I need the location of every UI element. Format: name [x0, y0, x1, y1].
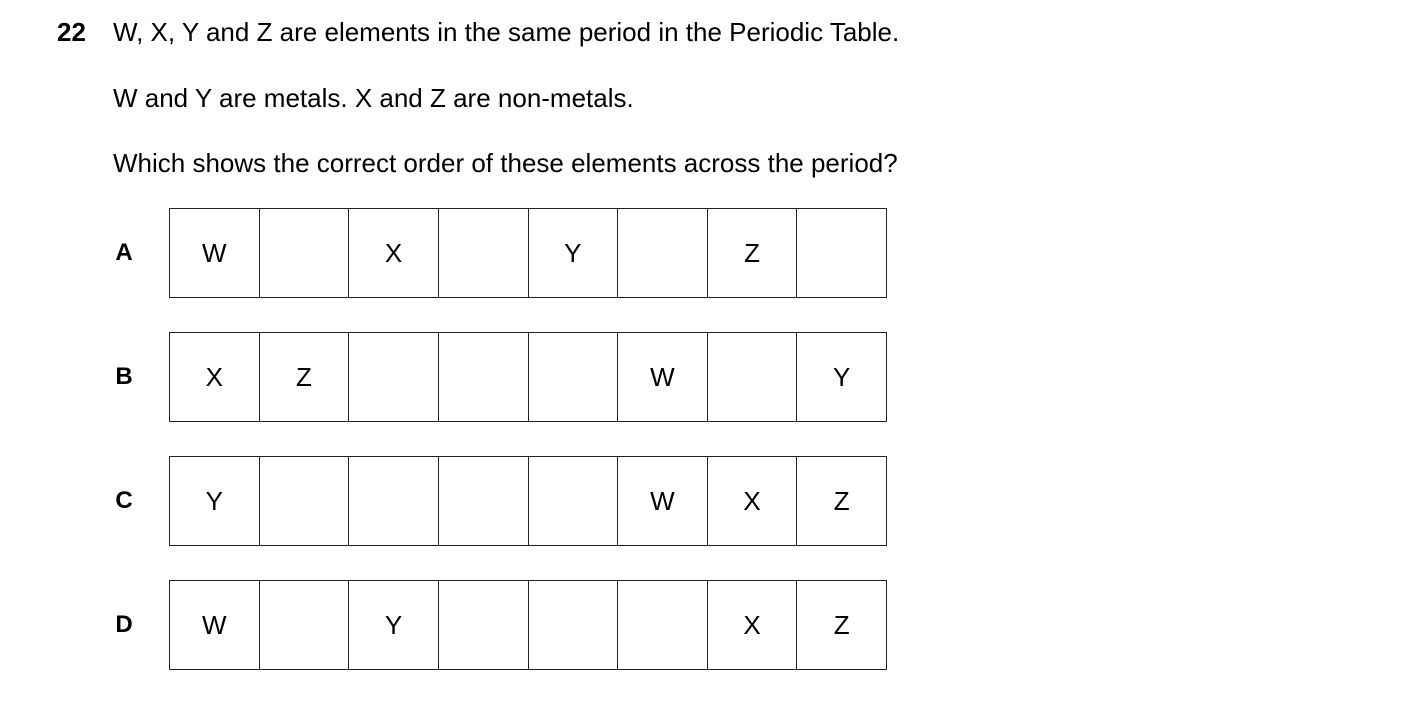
element-cell: W	[617, 333, 707, 421]
element-cell	[438, 209, 528, 297]
question-number: 22	[57, 17, 86, 47]
element-cell	[617, 581, 707, 669]
element-cell: W	[202, 238, 227, 268]
element-cell	[438, 581, 528, 669]
element-cell: X	[205, 362, 223, 392]
option-letter: D	[115, 611, 133, 638]
element-cell	[528, 457, 618, 545]
element-cell	[259, 581, 349, 669]
option-letter: B	[115, 363, 133, 390]
question-prompt: Which shows the correct order of these elements across the period?	[113, 148, 898, 178]
element-cell	[259, 209, 349, 297]
element-cell	[796, 209, 886, 297]
element-cell	[438, 457, 528, 545]
element-cell: Z	[796, 581, 886, 669]
element-cell: Z	[259, 333, 349, 421]
element-cell: Y	[205, 486, 223, 516]
option-b[interactable]	[0, 332, 900, 422]
element-cell: Y	[796, 333, 886, 421]
element-cell	[438, 333, 528, 421]
element-row	[169, 208, 887, 298]
element-cell: W	[202, 610, 227, 640]
element-cell	[528, 581, 618, 669]
element-row	[169, 332, 887, 422]
element-cell: X	[348, 209, 438, 297]
element-cell: Z	[707, 209, 797, 297]
option-d[interactable]	[0, 580, 900, 670]
element-cell	[348, 333, 438, 421]
element-cell: X	[707, 581, 797, 669]
option-letter: A	[115, 239, 133, 266]
element-cell	[259, 457, 349, 545]
question-stem: W, X, Y and Z are elements in the same period in the Periodic Table.	[113, 17, 900, 47]
element-cell	[617, 209, 707, 297]
element-cell: Z	[796, 457, 886, 545]
element-row	[169, 456, 887, 546]
option-letter: C	[115, 487, 133, 514]
element-cell: W	[617, 457, 707, 545]
element-cell: Y	[528, 209, 618, 297]
element-cell: Y	[348, 581, 438, 669]
question-info: W and Y are metals. X and Z are non-metals.	[113, 83, 634, 113]
element-cell	[528, 333, 618, 421]
element-cell	[348, 457, 438, 545]
element-cell	[707, 333, 797, 421]
element-row	[169, 580, 887, 670]
option-a[interactable]	[0, 208, 900, 298]
element-cell: X	[707, 457, 797, 545]
option-c[interactable]	[0, 456, 900, 546]
